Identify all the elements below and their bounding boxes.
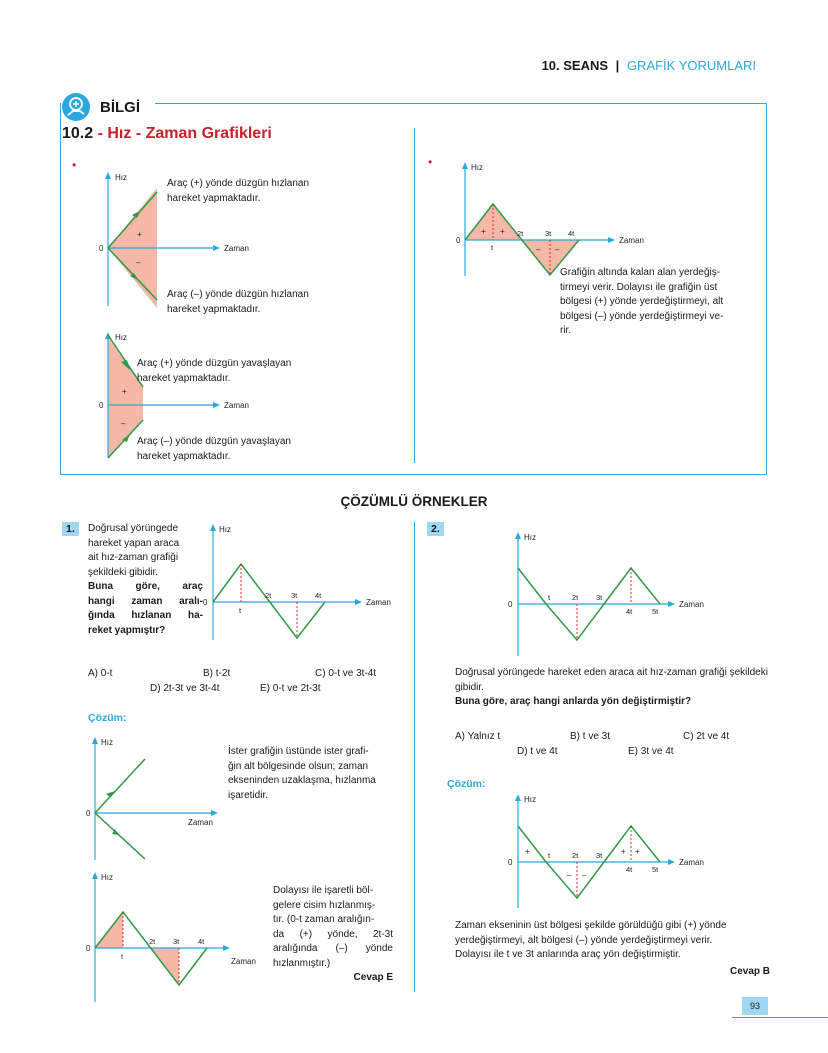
solved-examples-title: ÇÖZÜMLÜ ÖRNEKLER [340, 494, 488, 509]
tick-4t: 4t [626, 607, 633, 616]
tick-2t: 2t [572, 593, 579, 602]
info-box-divider [414, 128, 415, 463]
graph-a-top-text [167, 177, 309, 206]
q2-choice-a[interactable]: A) Yalnız t [455, 731, 501, 742]
tick-3t: 3t [596, 593, 603, 602]
text-line: bölgesi (–) yönde yerdeğiştirmeyi ve- [560, 310, 724, 322]
text-line: Doğrusal yörüngede [88, 523, 179, 534]
tick-t: t [491, 243, 494, 252]
y-label: Hız [115, 333, 127, 342]
text-line: hareket yapmaktadır. [167, 192, 261, 204]
q1-solution-graph-2 [85, 870, 255, 1005]
text-line: bölgesi (+) yönde yerdeğiştirmeyi, alt [560, 296, 724, 307]
text-line: tirmeyi verir. Dolayısı ile grafiğin üst [560, 281, 718, 293]
x-label: Zaman [679, 600, 704, 609]
x-arrow [223, 945, 230, 951]
column-divider [414, 522, 415, 992]
tick-5t: 5t [652, 865, 659, 874]
question-text: Doğrusal yörüngede hareket eden araca ait hız-zaman grafiği şekildeki gibidir. [455, 667, 768, 693]
info-box-topline [155, 103, 767, 104]
session-label: 10. SEANS [541, 58, 609, 73]
tick-2t: 2t [517, 229, 524, 238]
q1-choice-a[interactable]: A) 0-t [88, 668, 113, 679]
info-label: BİLGİ [100, 99, 140, 116]
plus-sign: + [500, 227, 505, 236]
q2-choice-b[interactable]: B) t ve 3t [570, 731, 611, 742]
q2-solution-label: Çözüm: [447, 778, 486, 790]
origin-label: 0 [86, 944, 91, 953]
origin-label: 0 [99, 401, 104, 410]
x-arrow [668, 859, 675, 865]
tick-2t: 2t [265, 591, 272, 600]
text-line: şekildeki gibidir. [88, 566, 159, 578]
tick-4t: 4t [315, 591, 322, 600]
question-1-number: 1. [62, 522, 79, 536]
q1-choice-b[interactable]: B) t-2t [203, 668, 231, 679]
origin-label: 0 [99, 244, 104, 253]
q2-choice-e[interactable]: E) 3t ve 4t [628, 746, 674, 757]
question-line: hangi zaman aralı- [88, 595, 203, 607]
text-line: yerdeğiştirmeyi, alt bölgesi (–) yönde yerdeğiştirmeyi verir. [455, 934, 713, 946]
text-line: işaretidir. [228, 789, 269, 801]
y-arrow [92, 872, 98, 879]
header-separator: | [615, 58, 620, 73]
tick-2t: 2t [149, 937, 156, 946]
question-line: Buna göre, araç [88, 581, 203, 592]
text-line: ait hız-zaman grafiği [88, 552, 179, 563]
minus-sign: – [567, 871, 572, 880]
text-line: Araç (–) yönde düzgün yavaşlayan [137, 436, 291, 447]
text-line: Grafiğin altında kalan alan yerdeğiş- [560, 267, 721, 278]
q1-solution-text-1 [228, 745, 393, 803]
velocity-line [213, 564, 325, 638]
text-line: Dolayısı ile işaretli böl- [273, 885, 374, 896]
plus-sign: + [525, 847, 530, 856]
text-line: Araç (+) yönde düzgün yavaşlayan [137, 358, 292, 369]
y-label: Hız [471, 163, 483, 172]
x-arrow [213, 402, 220, 408]
q1-solution-label: Çözüm: [88, 712, 127, 724]
origin-label: 0 [508, 858, 513, 867]
minus-sign: – [536, 245, 541, 254]
tick-3t: 3t [173, 937, 180, 946]
text-line: hızlanmıştır.) [273, 957, 331, 969]
x-label: Zaman [188, 818, 213, 827]
plus-sign: + [635, 847, 640, 856]
text-line: Zaman ekseninin üst bölgesi şekilde görüldüğü gibi (+) yönde [455, 920, 727, 931]
text-line: Araç (+) yönde düzgün hızlanan [167, 178, 310, 189]
text-line: Araç (–) yönde düzgün hızlanan [167, 289, 309, 300]
x-label: Zaman [224, 401, 249, 410]
x-label: Zaman [224, 244, 249, 253]
text-line: İster grafiğin üstünde ister grafi- [228, 746, 369, 757]
plus-sign: + [122, 387, 127, 396]
bullet-c: • [428, 155, 433, 169]
q2-text [455, 666, 775, 710]
q1-choice-e[interactable]: E) 0-t ve 2t-3t [260, 683, 321, 694]
q2-solution-graph [510, 792, 720, 912]
y-arrow [515, 532, 521, 539]
graph-b-top-text [137, 357, 291, 386]
page-number-badge [742, 997, 768, 1015]
minus-sign: – [582, 871, 587, 880]
graph-b-bottom-text [137, 435, 291, 464]
tick-t: t [239, 606, 242, 615]
text-line: aralığında (–) yönde [273, 943, 393, 954]
graph-c-text [560, 266, 748, 339]
text-line: rir. [560, 325, 572, 336]
tick-4t: 4t [198, 937, 205, 946]
x-arrow [355, 599, 362, 605]
x-label: Zaman [619, 236, 644, 245]
tick-3t: 3t [291, 591, 298, 600]
text-line: tır. (0-t zaman aralığın- [273, 914, 375, 925]
origin-label: 0 [86, 809, 91, 818]
footer-line [732, 1017, 828, 1018]
text-line: hareket yapmaktadır. [137, 450, 231, 462]
info-icon [62, 93, 90, 121]
section-heading [62, 125, 272, 143]
q1-choice-c[interactable]: C) 0-t ve 3t-4t [315, 668, 377, 679]
plus-sign: + [481, 227, 486, 236]
question-line: ğında hızlanan ha- [88, 610, 203, 621]
tick-t: t [548, 851, 551, 860]
text-line: gelere cisim hızlanmış- [273, 899, 376, 911]
y-label: Hız [524, 533, 536, 542]
page-header [542, 58, 756, 73]
section-title: Hız - Zaman Grafikleri [107, 125, 272, 142]
q2-choice-d[interactable]: D) t ve 4t [517, 746, 558, 757]
graph-a-bottom-text [167, 288, 309, 317]
y-label: Hız [524, 795, 536, 804]
y-arrow [515, 794, 521, 801]
q1-graph [205, 522, 395, 642]
arrow-up [106, 791, 115, 797]
y-arrow [92, 737, 98, 744]
x-arrow [608, 237, 615, 243]
line-down [95, 813, 145, 859]
text-line: Dolayısı ile t ve 3t anlarında araç yön değiştirmiştir. [455, 949, 681, 960]
plus-sign: + [621, 847, 626, 856]
origin-label: 0 [508, 600, 513, 609]
y-label: Hız [101, 873, 113, 882]
text-line: hareket yapan araca [88, 537, 180, 549]
x-arrow [211, 810, 218, 816]
minus-sign: – [555, 245, 560, 254]
text-line: ğin alt bölgesinde olsun; zaman [228, 760, 369, 772]
tick-t: t [548, 593, 551, 602]
question-line: reket yapmıştır? [88, 624, 166, 636]
q2-answer: Cevap B [729, 965, 770, 977]
line-up [95, 759, 145, 813]
tick-3t: 3t [596, 851, 603, 860]
page-number: 93 [749, 1001, 760, 1011]
q1-solution-graph-1 [85, 735, 225, 865]
q2-choice-c[interactable]: C) 2t ve 4t [683, 731, 730, 742]
x-label: Zaman [679, 858, 704, 867]
origin-label: 0 [203, 598, 208, 607]
tick-3t: 3t [545, 229, 552, 238]
q1-answer: Cevap E [353, 972, 393, 983]
graph-area [455, 160, 655, 280]
y-arrow [105, 172, 111, 179]
question-2-number: 2. [427, 522, 444, 536]
y-label: Hız [219, 525, 231, 534]
minus-sign: – [121, 419, 126, 428]
tick-2t: 2t [572, 851, 579, 860]
header-topic: GRAFİK YORUMLARI [626, 58, 756, 73]
text-line: da (+) yönde, 2t-3t [273, 928, 393, 940]
q1-choice-d[interactable]: D) 2t-3t ve 3t-4t [150, 683, 220, 694]
x-arrow [668, 601, 675, 607]
bullet-a: • [72, 158, 77, 172]
y-arrow [462, 162, 468, 169]
text-line: hareket yapmaktadır. [137, 372, 231, 384]
section-dash: - [97, 125, 103, 142]
q1-solution-text-2 [273, 884, 393, 986]
x-arrow [213, 245, 220, 251]
tick-t: t [121, 952, 124, 961]
y-label: Hız [115, 173, 127, 182]
origin-label: 0 [456, 236, 461, 245]
x-label: Zaman [366, 598, 391, 607]
plus-sign: + [137, 230, 142, 239]
section-number: 10.2 [62, 125, 94, 142]
y-label: Hız [101, 738, 113, 747]
text-line: ekseninden uzaklaşma, hızlanma [228, 775, 376, 786]
text-line: hareket yapmaktadır. [167, 303, 261, 315]
question-line: Buna göre, araç hangi anlarda yön değiştirmiştir? [455, 696, 692, 707]
y-arrow [210, 524, 216, 531]
tick-4t: 4t [568, 229, 575, 238]
q1-text [88, 522, 203, 638]
x-label: Zaman [231, 957, 256, 966]
tick-5t: 5t [652, 607, 659, 616]
q2-solution-text [455, 919, 770, 979]
q2-graph [510, 530, 720, 660]
tick-4t: 4t [626, 865, 633, 874]
minus-sign: – [136, 258, 141, 267]
